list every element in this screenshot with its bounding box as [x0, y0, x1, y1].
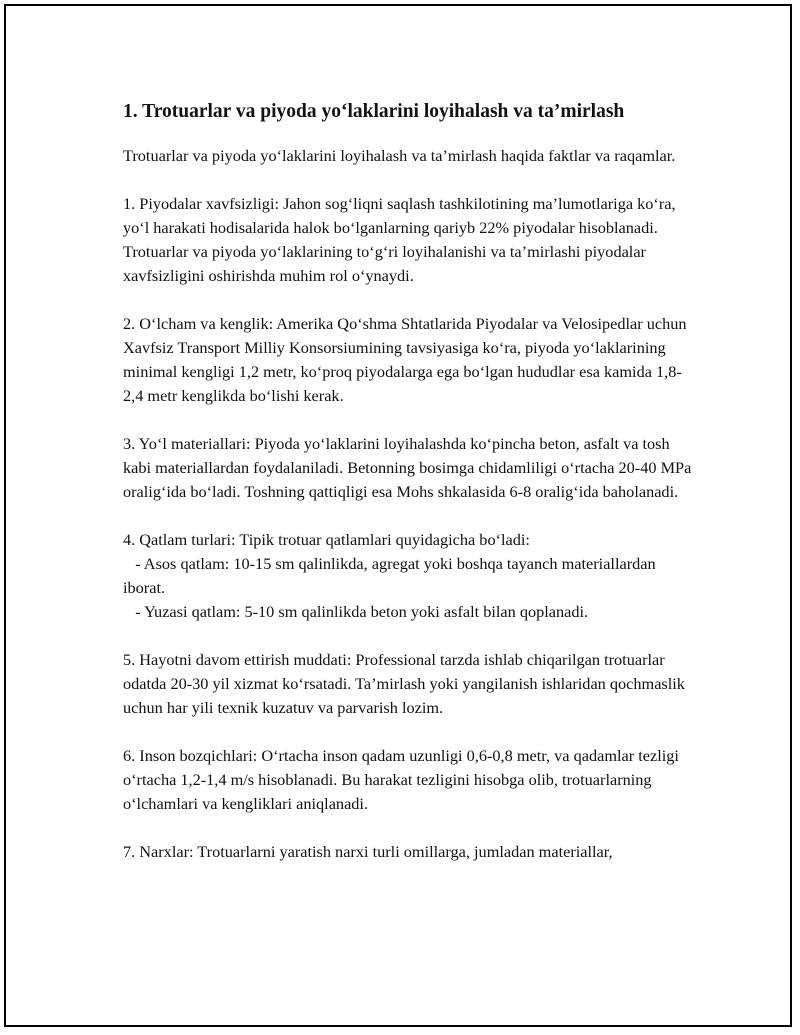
paragraph-human-steps: 6. Inson bozqichlari: O‘rtacha inson qadam uzunligi 0,6-0,8 metr, va qadamlar tezligi o‘rtacha 1,2-1,4 m/s hisoblanadi. Bu harakat tezligini hisobga olib, trotuarlarning o‘lchamlari va kengliklari aniqlanadi.: [123, 746, 683, 813]
paragraph-size-and-width: 2. O‘lcham va kenglik: Amerika Qo‘shma Shtatlarida Piyodalar va Velosipedlar uchun Xavfsiz Transport Milliy Konsorsiumining tavsiyasiga ko‘ra, piyoda yo‘laklarining minimal kengligi 1,2 metr, ko‘proq piyodalarga ega bo‘lgan hududlar esa kamida 1,8-2,4 metr kenglikda bo‘lishi kerak.: [123, 314, 691, 405]
paragraph-prices: 7. Narxlar: Trotuarlarni yaratish narxi turli omillarga, jumladan materiallar,: [123, 842, 613, 861]
page-frame: [4, 4, 792, 1027]
paragraph-layer-types: 4. Qatlam turlari: Tipik trotuar qatlamlari quyidagicha bo‘ladi: - Asos qatlam: 10-15 sm qalinlikda, agregat yoki boshqa tayanch materiallardan iborat. - Yuzasi qatlam: 5-10 sm qalinlikda beton yoki asfalt bilan qoplanadi.: [123, 530, 656, 621]
paragraph-road-materials: 3. Yo‘l materiallari: Piyoda yo‘laklarini loyihalashda ko‘pincha beton, asfalt va tosh kabi materiallardan foydalaniladi. Betonning bosimga chidamliligi o‘rtacha 20-40 MPa oralig‘ida bo‘ladi. Toshning qattiqligi esa Mohs shkalasida 6-8 oralig‘ida baholanadi.: [123, 434, 696, 501]
document-title: 1. Trotuarlar va piyoda yo‘laklarini loyihalash va ta’mirlash: [123, 101, 625, 122]
paragraph-service-life: 5. Hayotni davom ettirish muddati: Professional tarzda ishlab chiqarilgan trotuarlar odatda 20-30 yil xizmat ko‘rsatadi. Ta’mirlash yoki yangilanish ishlaridan qochmaslik uchun har yili texnik kuzatuv va parvarish lozim.: [123, 650, 690, 717]
paragraph-pedestrian-safety: 1. Piyodalar xavfsizligi: Jahon sog‘liqni saqlash tashkilotining ma’lumotlariga ko‘ra, yo‘l harakati hodisalarida halok bo‘lganlarning qariyb 22% piyodalar hisoblanadi. Trotuarlar va piyoda yo‘laklarining to‘g‘ri loyihalanishi va ta’mirlashi piyodalar xavfsizligini oshirishda muhim rol o‘ynaydi.: [123, 194, 680, 285]
document-body: [123, 98, 696, 864]
intro-paragraph: Trotuarlar va piyoda yo‘laklarini loyihalash va ta’mirlash haqida faktlar va raqamlar.: [123, 146, 676, 165]
